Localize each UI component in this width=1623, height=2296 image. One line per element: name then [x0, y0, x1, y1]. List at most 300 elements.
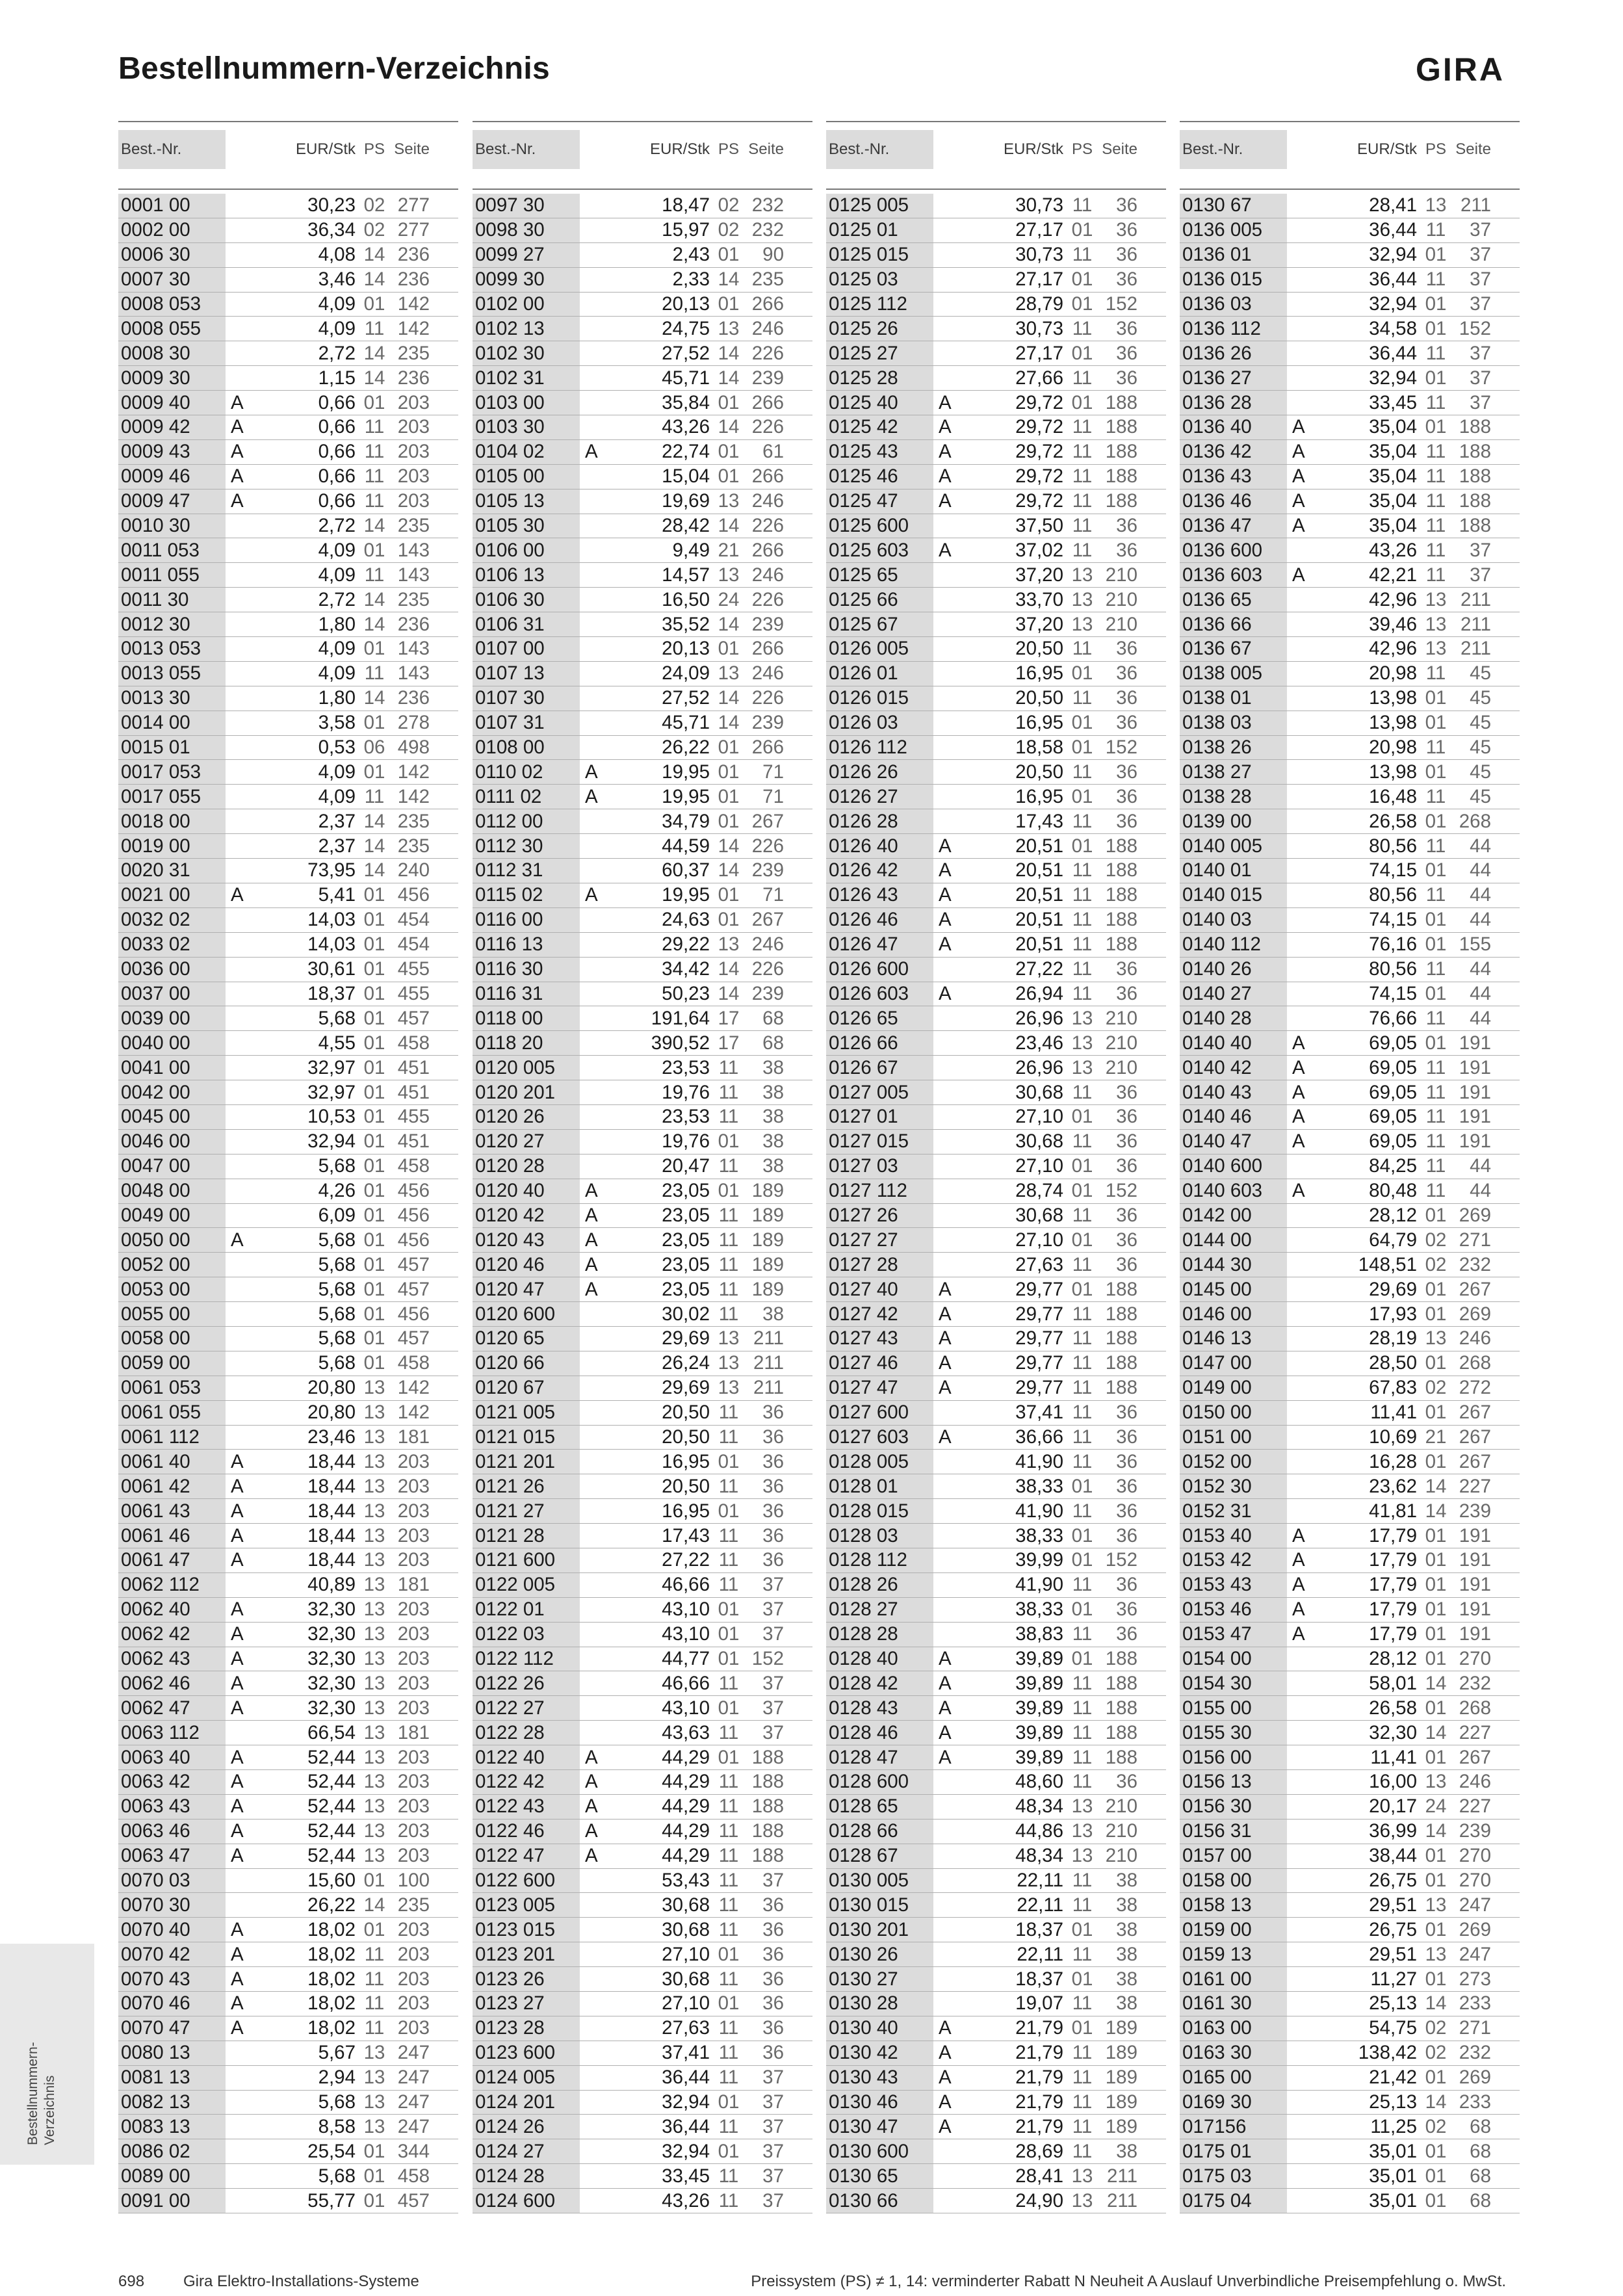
status-flag-cell: A	[585, 1845, 598, 1867]
order-number-cell: 0140 03	[1180, 908, 1287, 932]
price-cell: 5,68	[318, 1229, 356, 1251]
price-system-cell: 11	[1072, 1426, 1093, 1448]
price-system-cell: 11	[718, 1968, 739, 1990]
price-cell: 27,52	[662, 687, 710, 709]
table-row	[1180, 1450, 1520, 1474]
order-number-cell: 0017 053	[118, 760, 226, 784]
page-ref-cell: 236	[397, 613, 430, 635]
table-row	[473, 341, 812, 366]
table-row	[118, 1179, 458, 1204]
page-ref-cell: 458	[397, 1032, 430, 1054]
table-row	[1180, 809, 1520, 834]
price-cell: 23,05	[662, 1278, 710, 1300]
price-system-cell: 13	[363, 2115, 385, 2137]
page-ref-cell: 278	[397, 712, 430, 734]
order-number-cell: 0154 30	[1180, 1671, 1287, 1695]
status-flag-cell: A	[939, 416, 952, 438]
price-cell: 43,63	[662, 1721, 710, 1743]
price-system-cell: 13	[1425, 1894, 1447, 1916]
order-number-cell: 0140 46	[1180, 1105, 1287, 1129]
status-flag-cell: A	[231, 2017, 244, 2039]
table-row	[826, 1179, 1166, 1204]
table-row	[1180, 1770, 1520, 1795]
status-flag-cell: A	[939, 884, 952, 906]
price-cell: 20,98	[1369, 737, 1417, 759]
price-cell: 4,09	[318, 293, 356, 315]
price-system-cell: 11	[1072, 194, 1093, 216]
order-number-cell: 0098 30	[473, 218, 580, 242]
price-system-cell: 01	[718, 761, 740, 783]
order-number-cell: 0155 00	[1180, 1696, 1287, 1720]
order-number-cell: 0127 28	[826, 1253, 933, 1277]
price-system-cell: 01	[718, 391, 740, 413]
price-system-cell: 02	[363, 219, 385, 241]
page-ref-cell: 239	[751, 613, 784, 635]
order-number-cell: 017156	[1180, 2115, 1287, 2139]
order-number-cell: 0006 30	[118, 243, 226, 267]
order-number-cell: 0130 40	[826, 2016, 933, 2041]
price-system-cell: 01	[1425, 1032, 1447, 1054]
page-ref-cell: 203	[397, 2017, 430, 2039]
order-number-cell: 0136 112	[1180, 317, 1287, 341]
order-number-cell: 0122 005	[473, 1573, 580, 1597]
order-number-cell: 0126 67	[826, 1056, 933, 1080]
order-number-cell: 0106 30	[473, 588, 580, 612]
order-number-cell: 0122 40	[473, 1745, 580, 1769]
price-system-cell: 11	[718, 1918, 739, 1940]
price-cell: 35,01	[1369, 2189, 1417, 2211]
page-ref-cell: 36	[1116, 958, 1137, 980]
page-ref-cell: 235	[397, 810, 430, 832]
table-row	[473, 243, 812, 268]
table-row	[826, 1426, 1166, 1450]
page-ref-cell: 152	[1105, 737, 1137, 759]
page-ref-cell: 247	[1459, 1943, 1491, 1965]
price-system-cell: 01	[1425, 810, 1447, 832]
order-number-cell: 0156 31	[1180, 1820, 1287, 1844]
order-number-cell: 0126 40	[826, 834, 933, 858]
price-system-cell: 11	[364, 2017, 385, 2039]
price-system-cell: 01	[718, 465, 740, 488]
order-number-cell: 0163 00	[1180, 2016, 1287, 2041]
price-system-cell: 11	[718, 1253, 739, 1275]
price-cell: 37,41	[1015, 1402, 1063, 1424]
price-cell: 22,11	[1017, 1894, 1063, 1916]
page-ref-cell: 266	[751, 638, 784, 660]
price-system-cell: 13	[718, 1327, 740, 1350]
price-system-cell: 11	[1072, 1992, 1093, 2015]
price-system-cell: 13	[363, 2067, 385, 2089]
price-cell: 28,42	[662, 515, 710, 537]
price-system-cell: 01	[718, 244, 740, 266]
price-cell: 5,68	[318, 1327, 356, 1350]
price-system-cell: 11	[718, 1549, 739, 1571]
table-row	[118, 415, 458, 440]
page-ref-cell: 37	[1470, 539, 1491, 561]
price-cell: 28,41	[1369, 194, 1417, 216]
page-ref-cell: 45	[1470, 687, 1491, 709]
page-ref-cell: 37	[1470, 342, 1491, 364]
page-ref-cell: 203	[397, 1820, 430, 1842]
price-system-cell: 11	[718, 2189, 739, 2211]
table-row	[118, 1992, 458, 2016]
price-cell: 11,41	[1370, 1402, 1417, 1424]
order-number-cell: 0161 00	[1180, 1967, 1287, 1991]
table-column-2	[473, 121, 812, 2213]
price-cell: 18,58	[1015, 737, 1063, 759]
order-number-cell: 0175 03	[1180, 2164, 1287, 2188]
order-number-cell: 0070 46	[118, 1992, 226, 2016]
table-row	[118, 785, 458, 809]
price-system-cell: 01	[1425, 317, 1447, 339]
page-ref-cell: 203	[397, 1524, 430, 1546]
table-row	[473, 958, 812, 982]
price-system-cell: 13	[363, 1475, 385, 1497]
price-cell: 28,74	[1015, 1180, 1063, 1202]
page-ref-cell: 457	[397, 1007, 430, 1029]
price-system-cell: 14	[718, 712, 740, 734]
page-ref-cell: 456	[397, 1204, 430, 1226]
page-ref-cell: 458	[397, 2165, 430, 2187]
price-cell: 33,70	[1015, 588, 1063, 610]
price-system-cell: 11	[718, 1475, 739, 1497]
page-ref-cell: 267	[1459, 1746, 1491, 1768]
table-row	[826, 1598, 1166, 1623]
price-system-cell: 01	[1071, 1918, 1093, 1940]
price-system-cell: 14	[363, 244, 385, 266]
page-ref-cell: 188	[1105, 1377, 1137, 1399]
table-row	[826, 1967, 1166, 1992]
order-number-cell: 0136 67	[1180, 637, 1287, 661]
price-system-cell: 01	[1071, 785, 1093, 807]
price-cell: 27,63	[1015, 1253, 1063, 1275]
page-ref-cell: 235	[397, 1894, 430, 1916]
page-ref-cell: 458	[397, 1155, 430, 1177]
price-system-cell: 11	[1425, 441, 1446, 463]
price-cell: 14,03	[307, 933, 356, 956]
table-row	[118, 563, 458, 588]
table-row	[118, 1228, 458, 1253]
price-system-cell: 11	[364, 490, 385, 512]
price-cell: 18,44	[307, 1450, 356, 1472]
order-number-cell: 0140 015	[1180, 883, 1287, 907]
page-ref-cell: 458	[397, 1352, 430, 1374]
status-flag-cell: A	[231, 1968, 244, 1990]
price-cell: 80,56	[1369, 884, 1417, 906]
table-header	[826, 130, 1166, 169]
table-row	[826, 1031, 1166, 1056]
price-cell: 37,20	[1015, 613, 1063, 635]
page-ref-cell: 203	[397, 1845, 430, 1867]
price-system-cell: 01	[1425, 1918, 1447, 1940]
price-system-cell: 01	[363, 909, 385, 931]
page-ref-cell: 239	[751, 982, 784, 1004]
table-row	[826, 1869, 1166, 1894]
status-flag-cell: A	[585, 1771, 598, 1793]
status-flag-cell: A	[1292, 465, 1305, 488]
price-system-cell: 01	[1425, 2189, 1447, 2211]
price-cell: 27,22	[1015, 958, 1063, 980]
page-ref-cell: 152	[1105, 1549, 1137, 1571]
table-row	[118, 1524, 458, 1548]
order-number-cell: 0050 00	[118, 1228, 226, 1252]
price-system-cell: 13	[363, 1623, 385, 1645]
order-number-cell: 0102 13	[473, 317, 580, 341]
price-system-cell: 01	[1071, 835, 1093, 857]
table-row	[473, 1770, 812, 1795]
order-number-cell: 0128 26	[826, 1573, 933, 1597]
page-ref-cell: 226	[751, 588, 784, 610]
page-ref-cell: 71	[762, 785, 784, 807]
status-flag-cell: A	[231, 1746, 244, 1768]
status-flag-cell: A	[939, 1746, 952, 1768]
table-row	[1180, 1204, 1520, 1229]
price-cell: 38,33	[1015, 1475, 1063, 1497]
price-system-cell: 11	[1425, 268, 1446, 291]
table-row	[1180, 908, 1520, 933]
status-flag-cell: A	[231, 1500, 244, 1522]
price-cell: 18,44	[307, 1524, 356, 1546]
table-row	[826, 2041, 1166, 2066]
order-number-cell: 0163 30	[1180, 2041, 1287, 2065]
order-number-cell: 0149 00	[1180, 1376, 1287, 1400]
order-number-cell: 0127 40	[826, 1277, 933, 1301]
order-number-cell: 0125 27	[826, 341, 933, 365]
price-system-cell: 01	[363, 1303, 385, 1325]
page-ref-cell: 451	[397, 1081, 430, 1103]
page-ref-cell: 36	[1116, 1771, 1137, 1793]
page-ref-cell: 36	[1116, 1598, 1137, 1621]
price-system-cell: 01	[1071, 268, 1093, 291]
header-number: Best.-Nr.	[473, 130, 580, 169]
order-number-cell: 0152 00	[1180, 1450, 1287, 1474]
table-row	[826, 489, 1166, 514]
page-ref-cell: 268	[1459, 1352, 1491, 1374]
price-cell: 2,72	[318, 515, 356, 537]
status-flag-cell: A	[1292, 515, 1305, 537]
price-system-cell: 11	[1072, 884, 1093, 906]
order-number-cell: 0128 01	[826, 1474, 933, 1498]
page-ref-cell: 268	[1459, 1697, 1491, 1719]
table-row	[1180, 293, 1520, 317]
page-ref-cell: 266	[751, 391, 784, 413]
order-number-cell: 0125 603	[826, 538, 933, 562]
price-system-cell: 11	[718, 2042, 739, 2064]
order-number-cell: 0127 01	[826, 1105, 933, 1129]
order-number-cell: 0120 28	[473, 1155, 580, 1179]
price-system-cell: 13	[1071, 1007, 1093, 1029]
price-system-cell: 11	[718, 1278, 739, 1300]
price-system-cell: 01	[1425, 1746, 1447, 1768]
table-row	[1180, 686, 1520, 711]
price-system-cell: 01	[718, 2091, 740, 2113]
status-flag-cell: A	[231, 1918, 244, 1940]
price-cell: 55,77	[307, 2189, 356, 2211]
table-row	[826, 268, 1166, 293]
price-cell: 23,62	[1369, 1475, 1417, 1497]
table-row	[473, 1130, 812, 1155]
status-flag-cell: A	[231, 416, 244, 438]
price-cell: 80,56	[1369, 835, 1417, 857]
page-ref-cell: 36	[1116, 539, 1137, 561]
price-system-cell: 06	[363, 737, 385, 759]
order-number-cell: 0121 27	[473, 1499, 580, 1523]
table-row	[826, 1105, 1166, 1130]
order-number-cell: 0091 00	[118, 2189, 226, 2213]
order-number-cell: 0126 603	[826, 982, 933, 1006]
price-cell: 32,94	[307, 1130, 356, 1153]
table-row	[826, 366, 1166, 391]
order-number-cell: 0121 28	[473, 1524, 580, 1548]
table-row	[473, 1155, 812, 1179]
order-number-cell: 0130 005	[826, 1869, 933, 1893]
table-row	[473, 538, 812, 563]
table-row	[826, 785, 1166, 809]
price-system-cell: 13	[363, 1721, 385, 1743]
price-cell: 45,71	[662, 367, 710, 389]
price-cell: 69,05	[1369, 1081, 1417, 1103]
order-number-cell: 0061 42	[118, 1474, 226, 1498]
page-ref-cell: 188	[1105, 490, 1137, 512]
page-ref-cell: 454	[397, 933, 430, 956]
page-ref-cell: 247	[397, 2091, 430, 2113]
price-cell: 3,46	[318, 268, 356, 291]
footer-legend: Preissystem (PS) ≠ 1, 14: verminderter Rabatt N Neuheit A Auslauf Unverbindliche Preisempfehlung o. MwSt.	[751, 2273, 1506, 2290]
order-number-cell: 0106 31	[473, 612, 580, 636]
page-ref-cell: 36	[762, 1968, 784, 1990]
price-system-cell: 01	[1425, 1870, 1447, 1891]
page-ref-cell: 71	[762, 761, 784, 783]
price-cell: 23,05	[662, 1229, 710, 1251]
table-column-3	[826, 121, 1166, 2213]
price-system-cell: 11	[1072, 244, 1093, 266]
price-system-cell: 01	[718, 1992, 740, 2015]
page-ref-cell: 189	[751, 1229, 784, 1251]
page-ref-cell: 36	[1116, 1450, 1137, 1472]
price-cell: 2,72	[318, 588, 356, 610]
table-row	[473, 1795, 812, 1820]
price-system-cell: 11	[718, 2017, 739, 2039]
status-flag-cell: A	[231, 1524, 244, 1546]
price-cell: 76,66	[1369, 1007, 1417, 1029]
table-row	[1180, 366, 1520, 391]
price-system-cell: 01	[363, 1007, 385, 1029]
price-system-cell: 01	[363, 982, 385, 1004]
price-system-cell: 01	[1425, 1845, 1447, 1867]
price-cell: 21,79	[1015, 2091, 1063, 2113]
table-row	[118, 440, 458, 465]
price-cell: 18,37	[1015, 1968, 1063, 1990]
price-cell: 18,02	[307, 2017, 356, 2039]
price-cell: 15,60	[307, 1870, 356, 1891]
order-number-cell: 0021 00	[118, 883, 226, 907]
price-cell: 18,47	[662, 194, 710, 216]
table-row	[1180, 1426, 1520, 1450]
table-row	[118, 1844, 458, 1869]
page-ref-cell: 188	[1105, 1278, 1137, 1300]
order-number-cell: 0097 30	[473, 194, 580, 218]
price-system-cell: 11	[1425, 1106, 1446, 1128]
page-ref-cell: 191	[1459, 1081, 1491, 1103]
page-ref-cell: 36	[1116, 785, 1137, 807]
side-tab-line-1: Bestellnummern-	[25, 2042, 40, 2145]
page-ref-cell: 36	[1116, 1524, 1137, 1546]
order-number-cell: 0108 00	[473, 736, 580, 760]
order-number-cell: 0127 26	[826, 1204, 933, 1228]
price-cell: 52,44	[307, 1845, 356, 1867]
table-row	[118, 2115, 458, 2139]
status-flag-cell: A	[939, 1672, 952, 1694]
status-flag-cell: A	[585, 1278, 598, 1300]
price-cell: 26,96	[1015, 1007, 1063, 1029]
page-ref-cell: 188	[1105, 933, 1137, 956]
table-row	[473, 883, 812, 908]
table-row	[826, 711, 1166, 736]
price-cell: 0,66	[318, 490, 356, 512]
table-row	[826, 809, 1166, 834]
table-row	[826, 1228, 1166, 1253]
page-ref-cell: 44	[1470, 859, 1491, 881]
order-number-cell: 0122 42	[473, 1770, 580, 1794]
page-ref-cell: 38	[1116, 1992, 1137, 2015]
price-system-cell: 01	[718, 1697, 740, 1719]
page-ref-cell: 188	[1105, 1697, 1137, 1719]
order-number-cell: 0138 03	[1180, 711, 1287, 735]
status-flag-cell: A	[1292, 1032, 1305, 1054]
table-row	[473, 1869, 812, 1894]
price-cell: 66,54	[307, 1721, 356, 1743]
table-row	[826, 2139, 1166, 2164]
price-system-cell: 11	[1072, 2140, 1093, 2162]
order-number-cell: 0122 26	[473, 1671, 580, 1695]
page-ref-cell: 36	[762, 1450, 784, 1472]
page-ref-cell: 38	[762, 1130, 784, 1153]
price-cell: 36,44	[662, 2115, 710, 2137]
table-row	[118, 736, 458, 761]
price-system-cell: 14	[718, 416, 740, 438]
price-system-cell: 11	[1072, 1303, 1093, 1325]
table-row	[118, 2164, 458, 2189]
page-ref-cell: 37	[762, 2165, 784, 2187]
price-system-cell: 01	[1425, 1278, 1447, 1300]
price-system-cell: 11	[1425, 219, 1446, 241]
table-row	[473, 1179, 812, 1204]
order-number-cell: 0123 005	[473, 1893, 580, 1917]
table-row	[1180, 760, 1520, 785]
price-system-cell: 11	[1072, 515, 1093, 537]
table-row	[826, 218, 1166, 243]
price-system-cell: 01	[363, 1870, 385, 1891]
table-row	[1180, 1155, 1520, 1179]
price-system-cell: 01	[1071, 1229, 1093, 1251]
price-cell: 22,74	[662, 441, 710, 463]
page-ref-cell: 188	[1105, 391, 1137, 413]
price-system-cell: 14	[718, 958, 740, 980]
price-system-cell: 11	[364, 1943, 385, 1965]
price-cell: 23,46	[307, 1426, 356, 1448]
order-number-cell: 0127 600	[826, 1401, 933, 1425]
order-number-cell: 0111 02	[473, 785, 580, 809]
page-ref-cell: 36	[1116, 194, 1137, 216]
page-ref-cell: 211	[1460, 613, 1491, 635]
order-number-cell: 0063 42	[118, 1770, 226, 1794]
status-flag-cell: A	[231, 1943, 244, 1965]
price-system-cell: 01	[718, 638, 740, 660]
price-cell: 21,79	[1015, 2067, 1063, 2089]
order-number-cell: 0120 27	[473, 1130, 580, 1154]
header-ps: PS	[1071, 140, 1093, 158]
price-cell: 20,50	[662, 1475, 710, 1497]
